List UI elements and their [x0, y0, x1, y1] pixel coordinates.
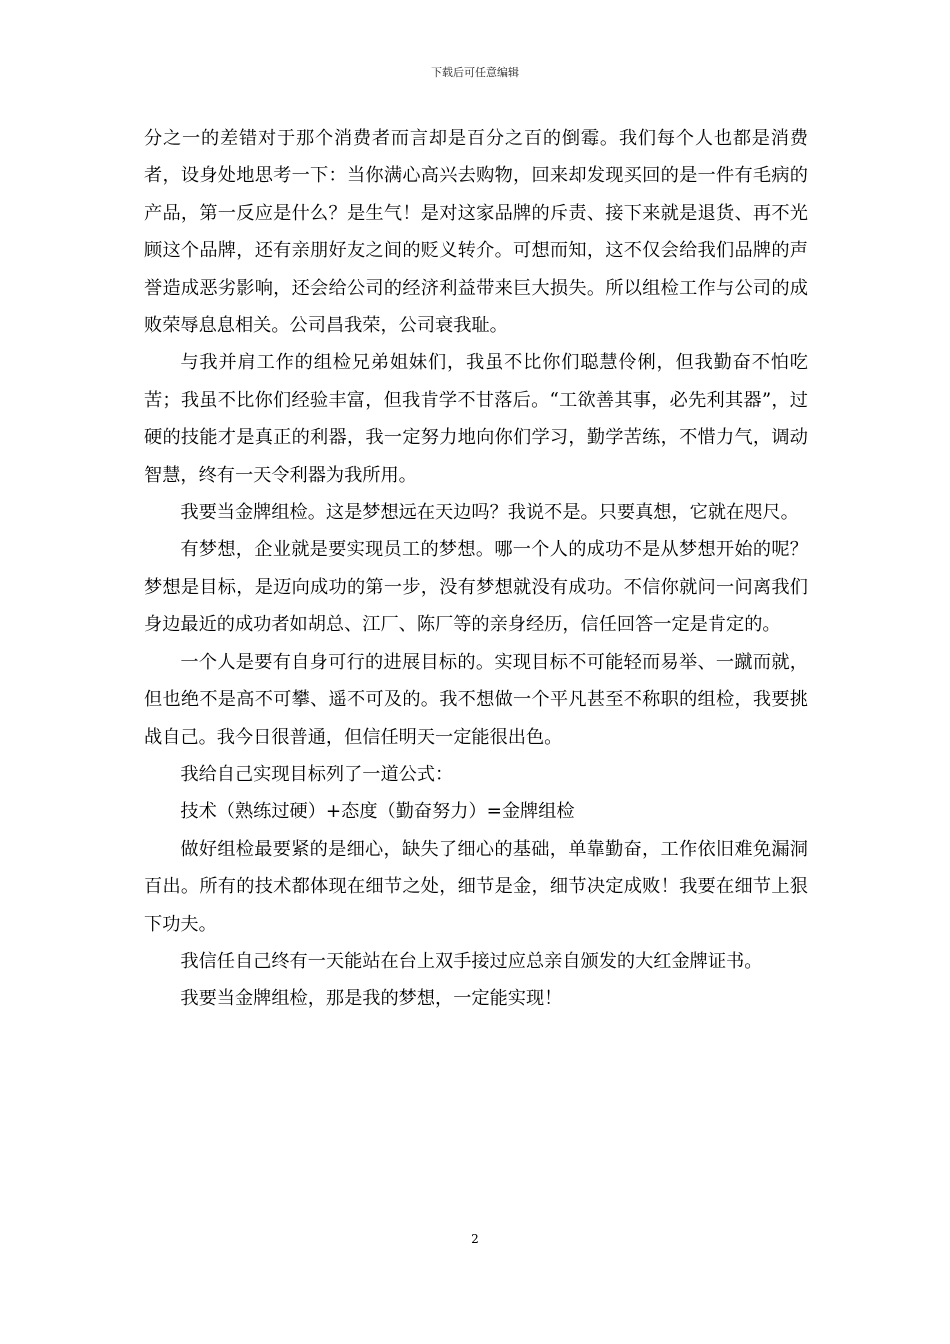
- paragraph: 有梦想，企业就是要实现员工的梦想。哪一个人的成功不是从梦想开始的呢？梦想是目标，是迈向成功的第一步，没有梦想就没有成功。不信你就问一问离我们身边最近的成功者如胡总、江厂、陈厂等的亲身经历，信任回答一定是肯定的。: [144, 539, 808, 636]
- document-body: [144, 120, 808, 1018]
- paragraph: 我要当金牌组检。这是梦想远在天边吗？我说不是。只要真想，它就在咫尺。: [180, 502, 799, 524]
- page-number: 2: [471, 1232, 479, 1246]
- paragraph: 我要当金牌组检，那是我的梦想，一定能实现！: [180, 988, 563, 1010]
- page-header: 下载后可任意编辑: [431, 66, 519, 79]
- paragraph: 做好组检最要紧的是细心，缺失了细心的基础，单靠勤奋，工作依旧难免漏洞百出。所有的技术都体现在细节之处，细节是金，细节决定成败！我要在细节上狠下功夫。: [144, 838, 808, 935]
- paragraph: 我给自己实现目标列了一道公式：: [180, 763, 454, 785]
- paragraph: 一个人是要有自身可行的进展目标的。实现目标不可能轻而易举、一蹴而就，但也绝不是高不可攀、遥不可及的。我不想做一个平凡甚至不称职的组检，我要挑战自己。我今日很普通，但信任明天一定能很出色。: [144, 651, 808, 748]
- formula-line: 技术（熟练过硬）+态度（勤奋努力）=金牌组检: [180, 801, 575, 823]
- paragraph: 分之一的差错对于那个消费者而言却是百分之百的倒霉。我们每个人也都是消费者，设身处地思考一下：当你满心高兴去购物，回来却发现买回的是一件有毛病的产品，第一反应是什么？是生气！是对这家品牌的斥责、接下来就是退货、再不光顾这个品牌，还有亲朋好友之间的贬义转介。可想而知，这不仅会给我们品牌的声誉造成恶劣影响，还会给公司的经济利益带来巨大损失。所以组检工作与公司的成败荣辱息息相关。公司昌我荣，公司衰我耻。: [144, 128, 808, 337]
- paragraph: 与我并肩工作的组检兄弟姐妹们，我虽不比你们聪慧伶俐，但我勤奋不怕吃苦；我虽不比你们经验丰富，但我肯学不甘落后。“工欲善其事，必先利其器”，过硬的技能才是真正的利器，我一定努力地向你们学习，勤学苦练，不惜力气，调动智慧，终有一天令利器为我所用。: [144, 352, 808, 486]
- paragraph: 我信任自己终有一天能站在台上双手接过应总亲自颁发的大红金牌证书。: [180, 950, 763, 972]
